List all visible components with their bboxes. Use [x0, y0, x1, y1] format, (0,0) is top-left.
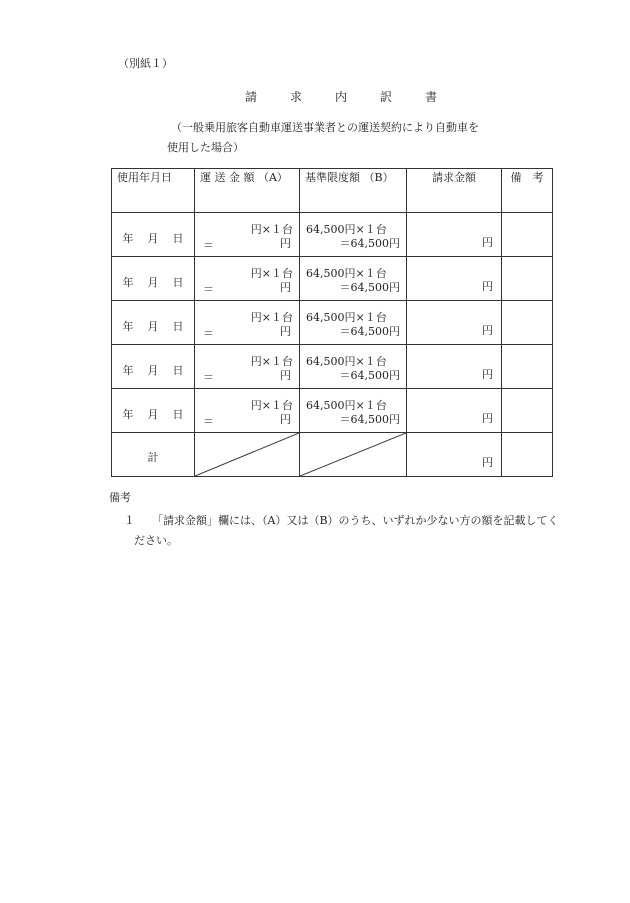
header-request-amount-cell — [407, 169, 502, 213]
document-subtitle-line-1: （一般乗用旅客自動車運送事業者との運送契約により自動車を — [171, 121, 479, 134]
day-label: 日 — [172, 276, 184, 289]
base-limit-cell — [300, 389, 407, 433]
header-transport-amount: 運 送 金 額 （A） — [200, 171, 288, 184]
document-title — [245, 88, 437, 105]
request-amount-cell[interactable] — [407, 301, 502, 345]
header-base-limit: 基準限度額 （B） — [305, 171, 394, 184]
transport-amount-cell[interactable] — [195, 213, 300, 257]
base-limit-result: ＝64,500円 — [339, 281, 400, 294]
request-amount-cell[interactable] — [407, 213, 502, 257]
year-label: 年 — [122, 232, 134, 245]
day-label: 日 — [172, 320, 184, 333]
header-date: 使用年月日 — [117, 171, 172, 184]
amount-yen: 円 — [280, 325, 291, 338]
table-header-row — [112, 169, 553, 213]
amount-equals: ＝ — [203, 327, 214, 340]
request-yen: 円 — [482, 412, 493, 425]
request-yen: 円 — [482, 324, 493, 337]
table-row — [112, 213, 553, 257]
remarks-cell[interactable] — [502, 345, 553, 389]
remarks-cell[interactable] — [502, 213, 553, 257]
annex-label: （別紙１） — [118, 57, 173, 70]
amount-equals: ＝ — [203, 283, 214, 296]
total-request-yen: 円 — [482, 456, 493, 469]
notes-heading: 備考 — [109, 491, 131, 504]
title-char: 書 — [425, 90, 438, 104]
base-limit-formula: 64,500円×１台 — [306, 223, 387, 236]
base-limit-cell — [300, 257, 407, 301]
base-limit-result: ＝64,500円 — [339, 413, 400, 426]
amount-per-vehicle: 円×１台 — [250, 399, 293, 412]
invoice-breakdown-table — [111, 168, 553, 477]
table-row — [112, 345, 553, 389]
amount-equals: ＝ — [203, 239, 214, 252]
date-cell[interactable] — [112, 213, 195, 257]
month-label: 月 — [147, 276, 159, 289]
header-remarks-cell — [502, 169, 553, 213]
month-label: 月 — [147, 408, 159, 421]
amount-equals: ＝ — [203, 371, 214, 384]
remarks-cell[interactable] — [502, 389, 553, 433]
total-label: 計 — [147, 451, 159, 464]
base-limit-formula: 64,500円×１台 — [306, 311, 387, 324]
base-limit-result: ＝64,500円 — [339, 369, 400, 382]
request-yen: 円 — [482, 236, 493, 249]
header-date-cell — [112, 169, 195, 213]
title-char: 求 — [290, 90, 303, 104]
header-remarks: 備 考 — [510, 171, 544, 184]
header-base-limit-cell — [300, 169, 407, 213]
transport-amount-cell[interactable] — [195, 345, 300, 389]
header-request-amount: 請求金額 — [432, 171, 476, 184]
transport-amount-cell[interactable] — [195, 257, 300, 301]
base-limit-cell — [300, 301, 407, 345]
request-amount-cell[interactable] — [407, 257, 502, 301]
total-row — [112, 433, 553, 477]
title-char: 内 — [335, 90, 348, 104]
amount-per-vehicle: 円×１台 — [250, 223, 293, 236]
date-cell[interactable] — [112, 257, 195, 301]
transport-amount-cell[interactable] — [195, 301, 300, 345]
base-limit-result: ＝64,500円 — [339, 237, 400, 250]
day-label: 日 — [172, 232, 184, 245]
request-yen: 円 — [482, 368, 493, 381]
title-char: 請 — [245, 90, 258, 104]
note-number: １ — [124, 514, 135, 527]
request-yen: 円 — [482, 280, 493, 293]
amount-yen: 円 — [280, 413, 291, 426]
month-label: 月 — [147, 320, 159, 333]
year-label: 年 — [122, 320, 134, 333]
amount-per-vehicle: 円×１台 — [250, 267, 293, 280]
year-label: 年 — [122, 276, 134, 289]
request-amount-cell[interactable] — [407, 345, 502, 389]
header-transport-amount-cell — [195, 169, 300, 213]
month-label: 月 — [147, 364, 159, 377]
base-limit-formula: 64,500円×１台 — [306, 355, 387, 368]
date-cell[interactable] — [112, 345, 195, 389]
total-remarks-cell[interactable] — [502, 433, 553, 477]
base-limit-cell — [300, 345, 407, 389]
base-limit-formula: 64,500円×１台 — [306, 267, 387, 280]
date-cell[interactable] — [112, 301, 195, 345]
transport-amount-cell[interactable] — [195, 389, 300, 433]
request-amount-cell[interactable] — [407, 389, 502, 433]
note-text-line-2: ださい。 — [134, 534, 178, 547]
table-row — [112, 257, 553, 301]
amount-yen: 円 — [280, 237, 291, 250]
total-request-amount-cell[interactable] — [407, 433, 502, 477]
amount-equals: ＝ — [203, 415, 214, 428]
base-limit-cell — [300, 213, 407, 257]
day-label: 日 — [172, 408, 184, 421]
table-row — [112, 389, 553, 433]
note-text-line-1: 「請求金額」欄には、（A）又は（B）のうち、いずれか少ない方の額を記載してく — [152, 514, 559, 527]
total-label-cell — [112, 433, 195, 477]
diagonal-strike — [300, 433, 406, 476]
remarks-cell[interactable] — [502, 257, 553, 301]
amount-per-vehicle: 円×１台 — [250, 355, 293, 368]
title-char: 訳 — [380, 90, 393, 104]
date-cell[interactable] — [112, 389, 195, 433]
amount-per-vehicle: 円×１台 — [250, 311, 293, 324]
document-subtitle-line-2: 使用した場合） — [167, 141, 244, 154]
base-limit-formula: 64,500円×１台 — [306, 399, 387, 412]
amount-yen: 円 — [280, 369, 291, 382]
total-transport-amount-crossed-cell — [195, 433, 300, 477]
total-base-limit-crossed-cell — [300, 433, 407, 477]
remarks-cell[interactable] — [502, 301, 553, 345]
year-label: 年 — [122, 408, 134, 421]
month-label: 月 — [147, 232, 159, 245]
diagonal-strike — [195, 433, 299, 476]
day-label: 日 — [172, 364, 184, 377]
table-row — [112, 301, 553, 345]
year-label: 年 — [122, 364, 134, 377]
base-limit-result: ＝64,500円 — [339, 325, 400, 338]
amount-yen: 円 — [280, 281, 291, 294]
